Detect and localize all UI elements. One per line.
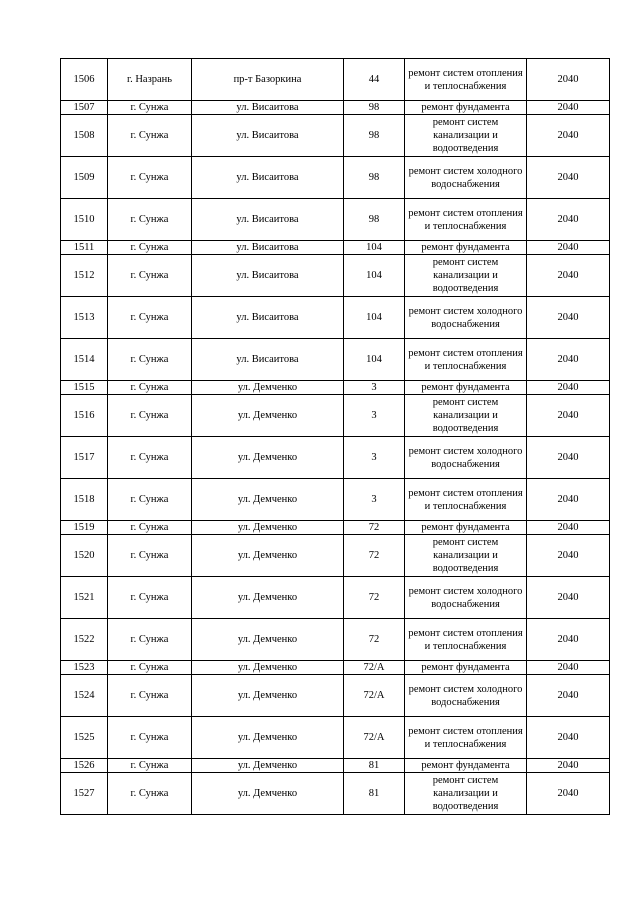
house-number-cell: 98 (344, 115, 405, 157)
city-cell: г. Сунжа (108, 717, 192, 759)
work-type-cell: ремонт систем отопления и теплоснабжения (405, 479, 527, 521)
repair-schedule-table (60, 58, 610, 815)
city-cell: г. Сунжа (108, 535, 192, 577)
city-cell: г. Сунжа (108, 157, 192, 199)
table-row (61, 619, 610, 661)
work-type-cell: ремонт фундамента (405, 661, 527, 675)
street-cell: ул. Висаитова (192, 241, 344, 255)
city-cell: г. Сунжа (108, 661, 192, 675)
year-cell: 2040 (527, 479, 610, 521)
work-type-cell: ремонт систем канализации и водоотведения (405, 395, 527, 437)
street-cell: ул. Демченко (192, 521, 344, 535)
year-cell: 2040 (527, 59, 610, 101)
year-cell: 2040 (527, 101, 610, 115)
row-number-cell: 1516 (61, 395, 108, 437)
city-cell: г. Сунжа (108, 381, 192, 395)
row-number-cell: 1522 (61, 619, 108, 661)
year-cell: 2040 (527, 241, 610, 255)
table-row (61, 535, 610, 577)
work-type-cell: ремонт фундамента (405, 759, 527, 773)
year-cell: 2040 (527, 759, 610, 773)
house-number-cell: 81 (344, 759, 405, 773)
work-type-cell: ремонт фундамента (405, 241, 527, 255)
table-row (61, 101, 610, 115)
table-row (61, 577, 610, 619)
table-row (61, 255, 610, 297)
house-number-cell: 81 (344, 773, 405, 815)
street-cell: пр-т Базоркина (192, 59, 344, 101)
street-cell: ул. Висаитова (192, 115, 344, 157)
street-cell: ул. Демченко (192, 437, 344, 479)
year-cell: 2040 (527, 199, 610, 241)
table-row (61, 157, 610, 199)
row-number-cell: 1507 (61, 101, 108, 115)
street-cell: ул. Демченко (192, 717, 344, 759)
house-number-cell: 72 (344, 521, 405, 535)
table-row (61, 521, 610, 535)
table-row (61, 297, 610, 339)
table-row (61, 115, 610, 157)
city-cell: г. Сунжа (108, 199, 192, 241)
house-number-cell: 72/А (344, 717, 405, 759)
house-number-cell: 72 (344, 535, 405, 577)
table-row (61, 717, 610, 759)
work-type-cell: ремонт систем отопления и теплоснабжения (405, 59, 527, 101)
row-number-cell: 1525 (61, 717, 108, 759)
table-row (61, 759, 610, 773)
street-cell: ул. Висаитова (192, 255, 344, 297)
table-row (61, 241, 610, 255)
house-number-cell: 3 (344, 381, 405, 395)
row-number-cell: 1512 (61, 255, 108, 297)
table-row (61, 339, 610, 381)
street-cell: ул. Демченко (192, 395, 344, 437)
city-cell: г. Сунжа (108, 437, 192, 479)
street-cell: ул. Демченко (192, 535, 344, 577)
row-number-cell: 1515 (61, 381, 108, 395)
street-cell: ул. Висаитова (192, 297, 344, 339)
year-cell: 2040 (527, 717, 610, 759)
house-number-cell: 72 (344, 577, 405, 619)
street-cell: ул. Висаитова (192, 101, 344, 115)
row-number-cell: 1523 (61, 661, 108, 675)
year-cell: 2040 (527, 339, 610, 381)
row-number-cell: 1509 (61, 157, 108, 199)
row-number-cell: 1517 (61, 437, 108, 479)
street-cell: ул. Висаитова (192, 199, 344, 241)
table-row (61, 199, 610, 241)
city-cell: г. Сунжа (108, 101, 192, 115)
house-number-cell: 98 (344, 157, 405, 199)
table-row (61, 675, 610, 717)
work-type-cell: ремонт фундамента (405, 381, 527, 395)
street-cell: ул. Висаитова (192, 339, 344, 381)
row-number-cell: 1520 (61, 535, 108, 577)
row-number-cell: 1519 (61, 521, 108, 535)
house-number-cell: 3 (344, 479, 405, 521)
work-type-cell: ремонт систем холодного водоснабжения (405, 675, 527, 717)
work-type-cell: ремонт систем холодного водоснабжения (405, 157, 527, 199)
table-row (61, 661, 610, 675)
city-cell: г. Сунжа (108, 619, 192, 661)
city-cell: г. Сунжа (108, 577, 192, 619)
year-cell: 2040 (527, 577, 610, 619)
city-cell: г. Сунжа (108, 521, 192, 535)
house-number-cell: 104 (344, 255, 405, 297)
street-cell: ул. Демченко (192, 479, 344, 521)
table-row (61, 395, 610, 437)
row-number-cell: 1526 (61, 759, 108, 773)
house-number-cell: 104 (344, 241, 405, 255)
row-number-cell: 1527 (61, 773, 108, 815)
city-cell: г. Сунжа (108, 759, 192, 773)
city-cell: г. Сунжа (108, 395, 192, 437)
house-number-cell: 98 (344, 101, 405, 115)
table-body (61, 59, 610, 815)
year-cell: 2040 (527, 381, 610, 395)
work-type-cell: ремонт систем отопления и теплоснабжения (405, 619, 527, 661)
work-type-cell: ремонт фундамента (405, 521, 527, 535)
year-cell: 2040 (527, 395, 610, 437)
house-number-cell: 104 (344, 297, 405, 339)
street-cell: ул. Висаитова (192, 157, 344, 199)
row-number-cell: 1521 (61, 577, 108, 619)
year-cell: 2040 (527, 535, 610, 577)
row-number-cell: 1511 (61, 241, 108, 255)
work-type-cell: ремонт систем канализации и водоотведения (405, 773, 527, 815)
work-type-cell: ремонт систем отопления и теплоснабжения (405, 199, 527, 241)
work-type-cell: ремонт систем канализации и водоотведения (405, 115, 527, 157)
table-row (61, 59, 610, 101)
work-type-cell: ремонт систем отопления и теплоснабжения (405, 717, 527, 759)
row-number-cell: 1514 (61, 339, 108, 381)
work-type-cell: ремонт систем канализации и водоотведения (405, 535, 527, 577)
street-cell: ул. Демченко (192, 619, 344, 661)
table-row (61, 437, 610, 479)
house-number-cell: 3 (344, 395, 405, 437)
house-number-cell: 72/А (344, 675, 405, 717)
year-cell: 2040 (527, 521, 610, 535)
street-cell: ул. Демченко (192, 661, 344, 675)
row-number-cell: 1513 (61, 297, 108, 339)
table-row (61, 479, 610, 521)
street-cell: ул. Демченко (192, 577, 344, 619)
city-cell: г. Сунжа (108, 297, 192, 339)
year-cell: 2040 (527, 437, 610, 479)
year-cell: 2040 (527, 157, 610, 199)
city-cell: г. Сунжа (108, 773, 192, 815)
table-row (61, 773, 610, 815)
city-cell: г. Сунжа (108, 115, 192, 157)
street-cell: ул. Демченко (192, 381, 344, 395)
row-number-cell: 1524 (61, 675, 108, 717)
table-row (61, 381, 610, 395)
work-type-cell: ремонт фундамента (405, 101, 527, 115)
street-cell: ул. Демченко (192, 759, 344, 773)
work-type-cell: ремонт систем отопления и теплоснабжения (405, 339, 527, 381)
year-cell: 2040 (527, 773, 610, 815)
street-cell: ул. Демченко (192, 675, 344, 717)
house-number-cell: 104 (344, 339, 405, 381)
work-type-cell: ремонт систем канализации и водоотведения (405, 255, 527, 297)
house-number-cell: 72/А (344, 661, 405, 675)
year-cell: 2040 (527, 115, 610, 157)
year-cell: 2040 (527, 255, 610, 297)
house-number-cell: 44 (344, 59, 405, 101)
city-cell: г. Сунжа (108, 479, 192, 521)
year-cell: 2040 (527, 297, 610, 339)
row-number-cell: 1518 (61, 479, 108, 521)
city-cell: г. Сунжа (108, 675, 192, 717)
city-cell: г. Сунжа (108, 255, 192, 297)
year-cell: 2040 (527, 675, 610, 717)
work-type-cell: ремонт систем холодного водоснабжения (405, 577, 527, 619)
work-type-cell: ремонт систем холодного водоснабжения (405, 297, 527, 339)
row-number-cell: 1508 (61, 115, 108, 157)
city-cell: г. Назрань (108, 59, 192, 101)
house-number-cell: 3 (344, 437, 405, 479)
row-number-cell: 1510 (61, 199, 108, 241)
year-cell: 2040 (527, 661, 610, 675)
city-cell: г. Сунжа (108, 339, 192, 381)
work-type-cell: ремонт систем холодного водоснабжения (405, 437, 527, 479)
year-cell: 2040 (527, 619, 610, 661)
row-number-cell: 1506 (61, 59, 108, 101)
street-cell: ул. Демченко (192, 773, 344, 815)
city-cell: г. Сунжа (108, 241, 192, 255)
house-number-cell: 72 (344, 619, 405, 661)
house-number-cell: 98 (344, 199, 405, 241)
